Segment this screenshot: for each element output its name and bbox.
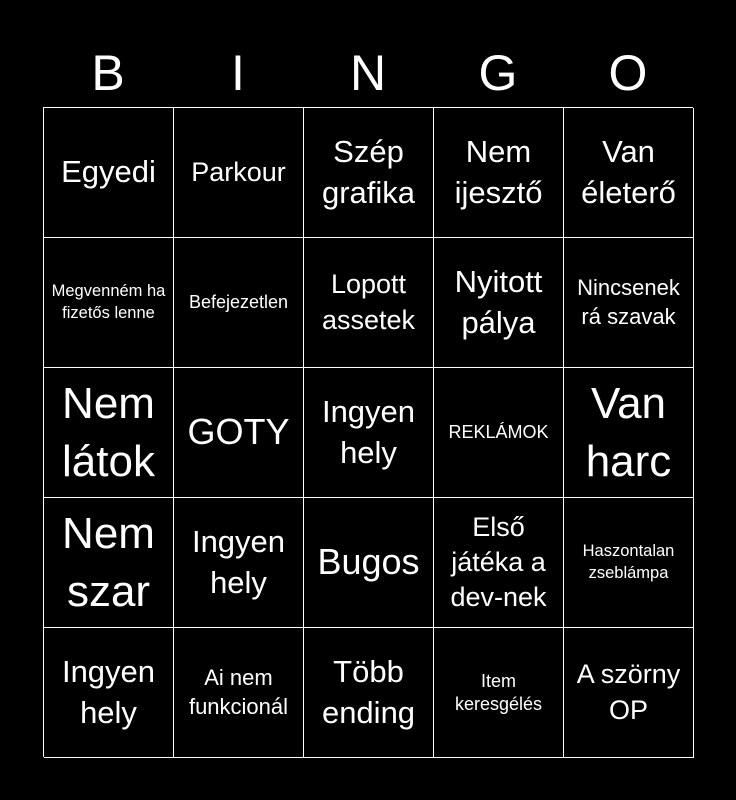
bingo-cell[interactable]: Nyitott pálya (434, 238, 564, 368)
header-letter-n: N (349, 45, 387, 101)
bingo-cell[interactable]: Haszontalan zseblámpa (564, 498, 694, 628)
bingo-cell[interactable]: Több ending (304, 628, 434, 758)
bingo-cell[interactable]: Ingyen hely (174, 498, 304, 628)
header-letter-g: G (478, 45, 518, 101)
bingo-cell[interactable]: Item keresgélés (434, 628, 564, 758)
bingo-cell[interactable]: Van életerő (564, 108, 694, 238)
header-letter-b: B (91, 45, 125, 101)
bingo-grid (43, 107, 693, 757)
bingo-cell[interactable]: Ai nem funkcionál (174, 628, 304, 758)
bingo-cell[interactable]: Megvenném ha fizetős lenne (44, 238, 174, 368)
bingo-cell[interactable]: Befejezetlen (174, 238, 304, 368)
bingo-cell[interactable]: Nem látok (44, 368, 174, 498)
header-letter-o: O (608, 45, 648, 101)
bingo-header (43, 40, 693, 106)
bingo-cell[interactable]: Első játéka a dev-nek (434, 498, 564, 628)
bingo-cell[interactable]: REKLÁMOK (434, 368, 564, 498)
bingo-cell[interactable]: Bugos (304, 498, 434, 628)
bingo-cell[interactable]: Nincsenek rá szavak (564, 238, 694, 368)
bingo-cell[interactable]: Parkour (174, 108, 304, 238)
bingo-cell[interactable]: GOTY (174, 368, 304, 498)
bingo-cell[interactable]: Ingyen hely (44, 628, 174, 758)
bingo-cell[interactable]: A szörny OP (564, 628, 694, 758)
bingo-cell[interactable]: Nem ijesztő (434, 108, 564, 238)
bingo-cell[interactable]: Nem szar (44, 498, 174, 628)
bingo-cell[interactable]: Van harc (564, 368, 694, 498)
header-letter-i: I (231, 45, 245, 101)
bingo-cell[interactable]: Szép grafika (304, 108, 434, 238)
bingo-cell[interactable]: Lopott assetek (304, 238, 434, 368)
bingo-cell[interactable]: Egyedi (44, 108, 174, 238)
bingo-cell[interactable]: Ingyen hely (304, 368, 434, 498)
